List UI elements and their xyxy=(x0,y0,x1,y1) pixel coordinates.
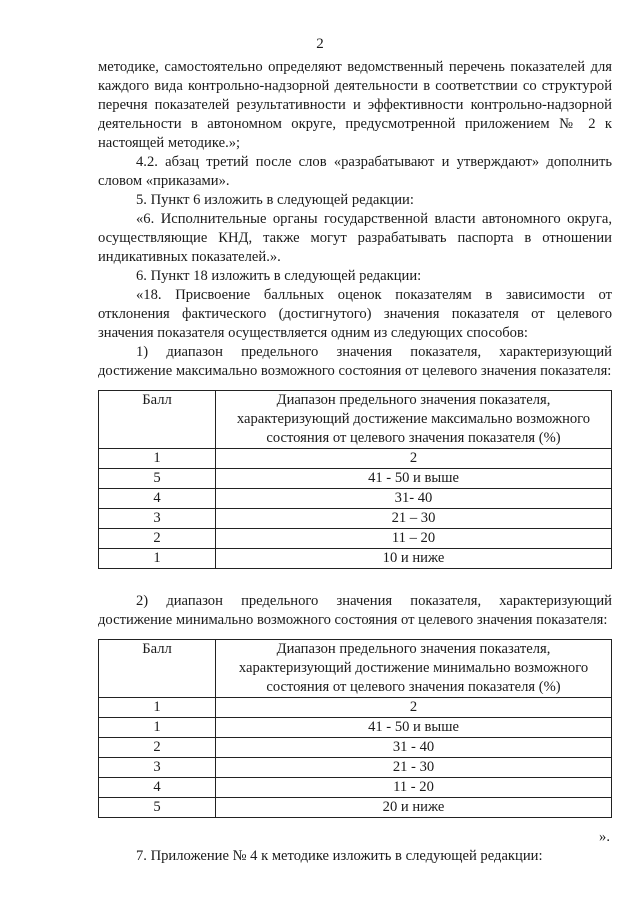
cell-range: 41 - 50 и выше xyxy=(216,718,612,738)
table-row xyxy=(99,698,612,718)
cell-range: 11 – 20 xyxy=(216,529,612,549)
table-row xyxy=(99,758,612,778)
cell-range: 2 xyxy=(216,698,612,718)
table-row xyxy=(99,778,612,798)
paragraph-4-2: 4.2. абзац третий после слов «разрабатывают и утверждают» дополнить словом «приказами». xyxy=(98,154,612,189)
cell-score: 4 xyxy=(99,778,216,798)
table-header-row xyxy=(99,391,612,449)
cell-range: 21 - 30 xyxy=(216,758,612,778)
paragraph-range-max: 1) диапазон предельного значения показателя, характеризующий достижение максимально возможного состояния от целевого значения показателя: xyxy=(98,344,612,379)
cell-range: 2 xyxy=(216,449,612,469)
cell-score: 3 xyxy=(99,758,216,778)
score-table-min xyxy=(98,639,612,818)
score-table-max xyxy=(98,390,612,569)
cell-score: 1 xyxy=(99,549,216,569)
cell-score: 5 xyxy=(99,469,216,489)
paragraph-18-quote: «18. Присвоение балльных оценок показателям в зависимости от отклонения фактического (достигнутого) значения показателя от целевого значения показателя осуществляется одним из следующих способов: xyxy=(98,287,612,341)
cell-score: 1 xyxy=(99,718,216,738)
header-range: Диапазон предельного значения показателя, характеризующий достижение максимально возможного состояния от целевого значения показателя (%) xyxy=(216,391,612,449)
closing-quote: ». xyxy=(599,829,610,845)
cell-range: 10 и ниже xyxy=(216,549,612,569)
cell-range: 31- 40 xyxy=(216,489,612,509)
cell-score: 1 xyxy=(99,698,216,718)
paragraph-5: 5. Пункт 6 изложить в следующей редакции: xyxy=(136,192,414,208)
cell-range: 11 - 20 xyxy=(216,778,612,798)
table-row xyxy=(99,489,612,509)
header-range: Диапазон предельного значения показателя, характеризующий достижение минимально возможного состояния от целевого значения показателя (%) xyxy=(216,640,612,698)
document-body xyxy=(98,58,612,866)
paragraph-continuation: методике, самостоятельно определяют ведомственный перечень показателей для каждого вида контрольно-надзорной деятельности в соответствии со структурой перечня показателей результативности и эффективности контрольно-надзорной деятельности в автономном округе, предусмотренной приложением № 2 к настоящей методике.»; xyxy=(98,59,612,151)
header-score: Балл xyxy=(99,391,216,449)
page-number: 2 xyxy=(316,36,324,52)
table-row xyxy=(99,718,612,738)
cell-score: 3 xyxy=(99,509,216,529)
header-score: Балл xyxy=(99,640,216,698)
table-row xyxy=(99,738,612,758)
paragraph-6: 6. Пункт 18 изложить в следующей редакции: xyxy=(136,268,422,284)
cell-score: 5 xyxy=(99,798,216,818)
paragraph-6-quote: «6. Исполнительные органы государственной власти автономного округа, осуществляющие КНД, также могут разрабатывать паспорта в отношении индикативных показателей.». xyxy=(98,211,612,265)
cell-score: 1 xyxy=(99,449,216,469)
table-row xyxy=(99,469,612,489)
table-row xyxy=(99,549,612,569)
cell-range: 41 - 50 и выше xyxy=(216,469,612,489)
cell-range: 31 - 40 xyxy=(216,738,612,758)
paragraph-7: 7. Приложение № 4 к методике изложить в следующей редакции: xyxy=(136,848,543,864)
cell-score: 2 xyxy=(99,529,216,549)
table-row xyxy=(99,529,612,549)
cell-range: 20 и ниже xyxy=(216,798,612,818)
cell-range: 21 – 30 xyxy=(216,509,612,529)
table-row xyxy=(99,449,612,469)
table-header-row xyxy=(99,640,612,698)
table-row xyxy=(99,798,612,818)
cell-score: 2 xyxy=(99,738,216,758)
cell-score: 4 xyxy=(99,489,216,509)
table-row xyxy=(99,509,612,529)
paragraph-range-min: 2) диапазон предельного значения показателя, характеризующий достижение минимально возможного состояния от целевого значения показателя: xyxy=(98,593,612,628)
